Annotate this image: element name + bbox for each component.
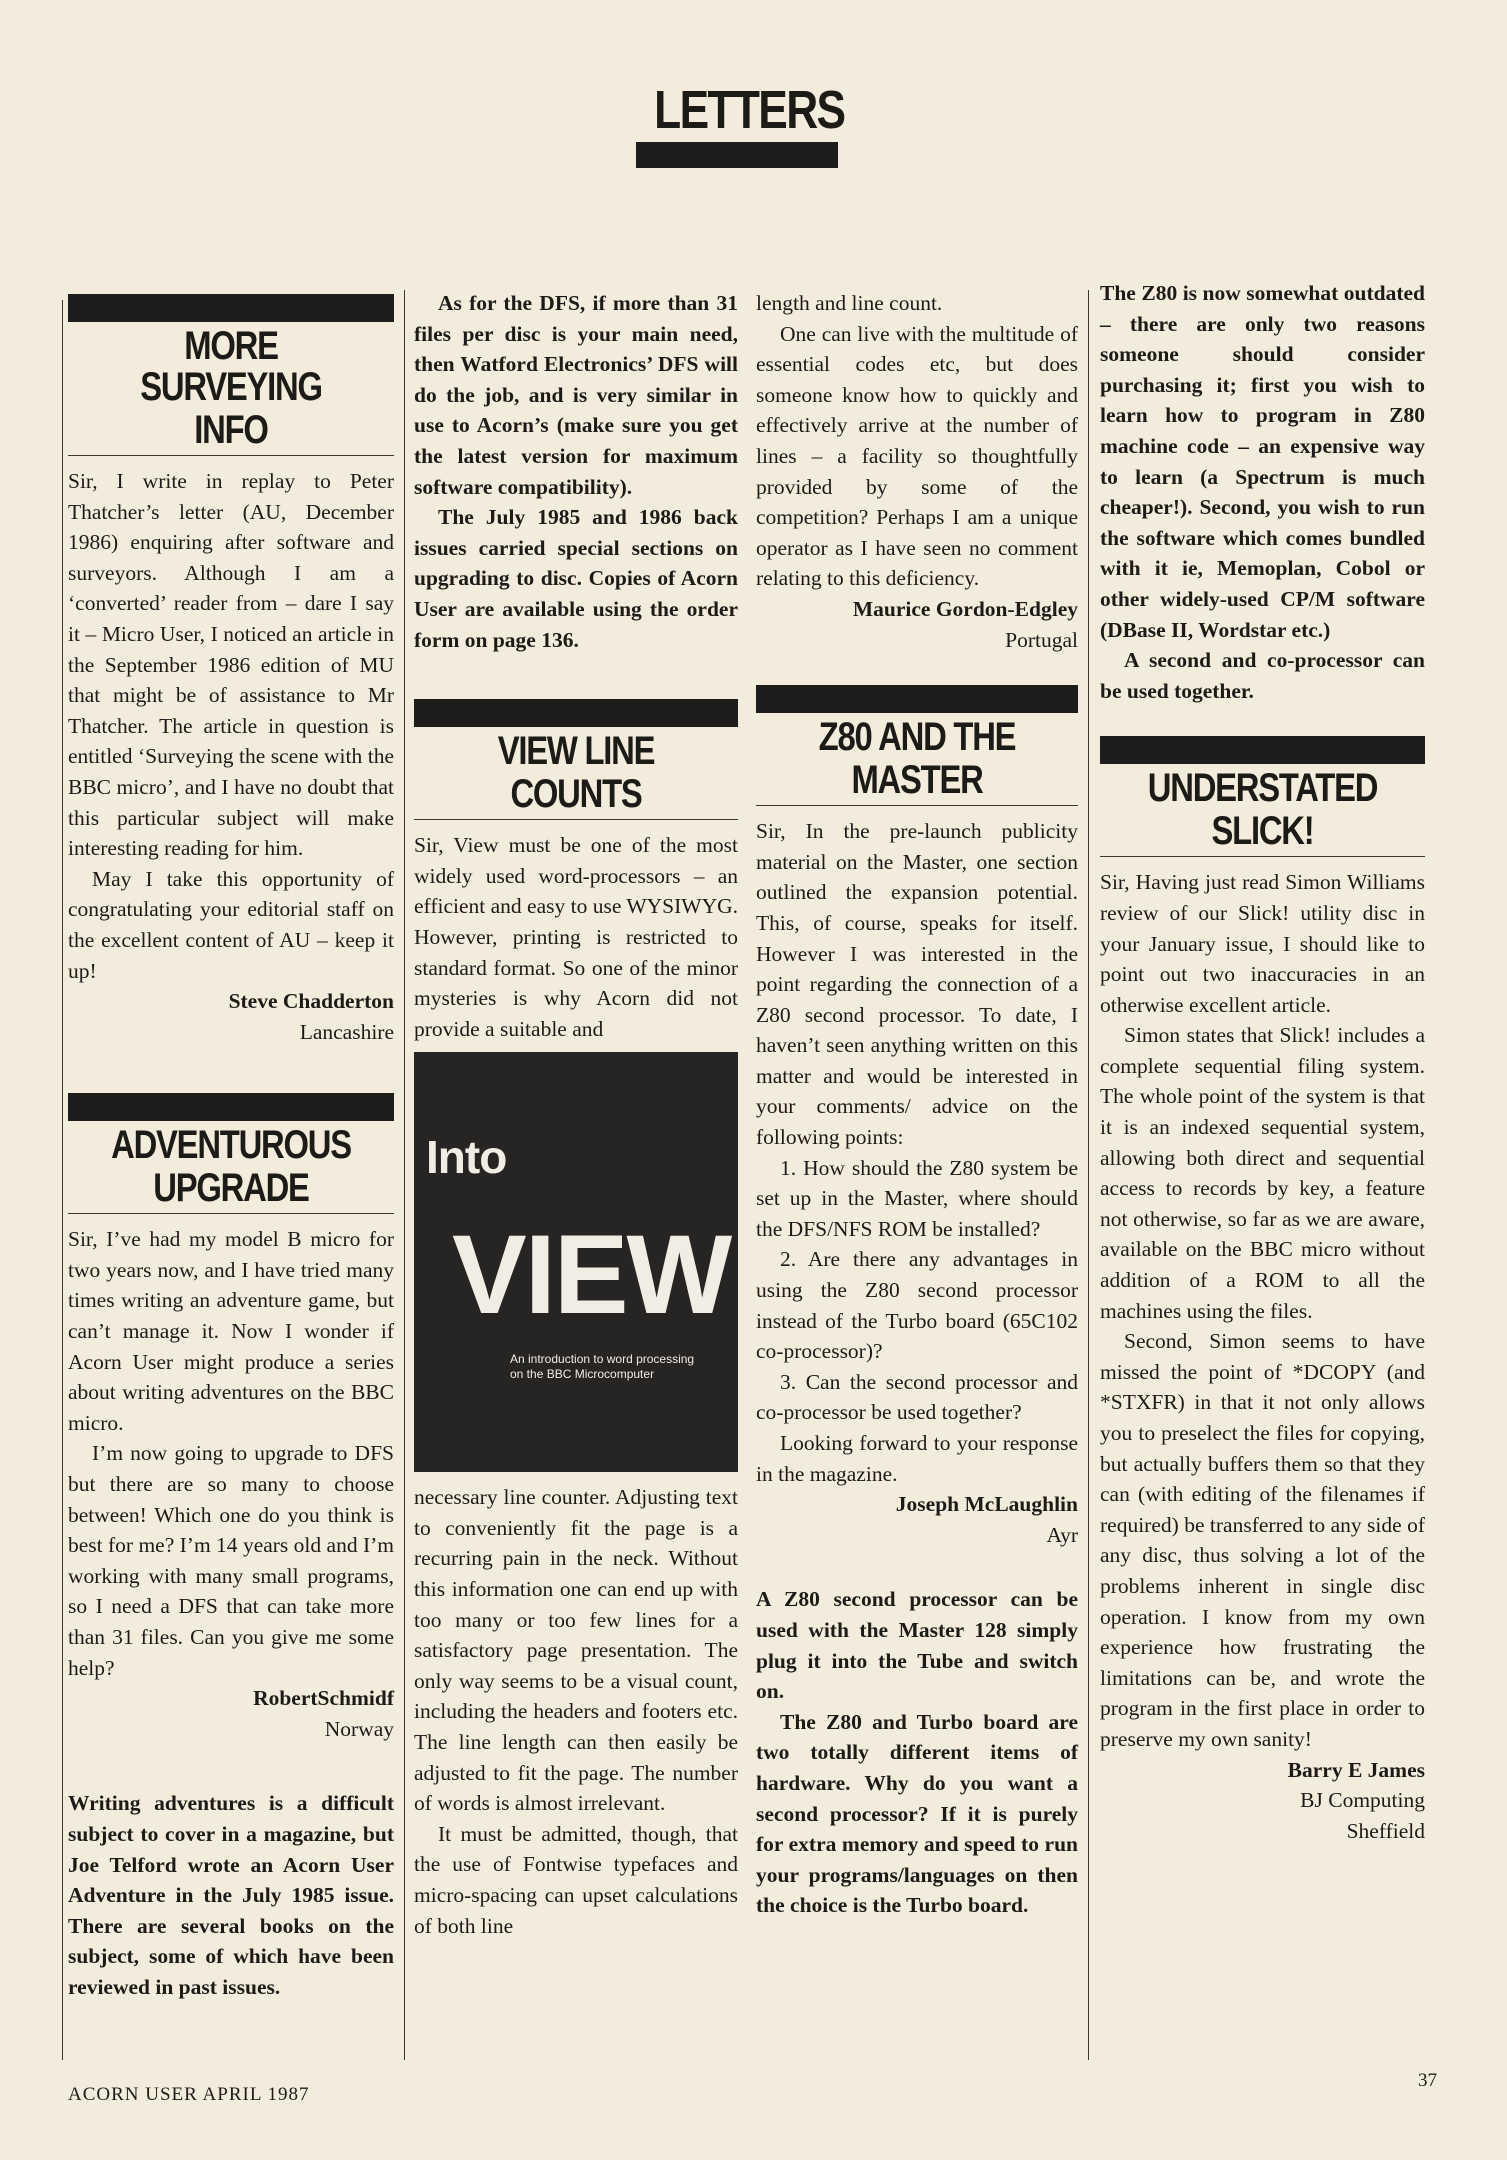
heading-rule [68,455,394,456]
letter-paragraph: I’m now going to upgrade to DFS but there are so many to choose between! Which one do you think is best for me? I’m 14 years old and I’m working with many small programs, so I need a DFS that can take more than 31 files. Can you give me some help? [68,1441,394,1680]
letter-paragraph: 1. How should the Z80 system be set up in the Master, where should the DFS/NFS ROM be installed? [756,1155,1078,1241]
signature-place: Sheffield [1346,1818,1425,1843]
letter-heading [756,685,1078,806]
editor-reply: The July 1985 and 1986 back issues carried special sections on upgrading to disc. Copies of Acorn User are available using the order form on page 136. [414,505,738,652]
letter-heading [1100,736,1425,857]
cover-view: VIEW [452,1212,731,1338]
letter-heading [68,1093,394,1214]
footer-publication: ACORN USER APRIL 1987 [68,2084,310,2105]
heading-line: VIEW LINE [497,729,655,774]
letter-paragraph: Second, Simon seems to have missed the point of *DCOPY (and *STXFR) in that it not only allows you to preselect the files for copying, but actually buffers them so that they can (with editing of the filenames if required) be transferred to any side of any disc, thus solving a lot of the problems inherent in single disc operation. I know from my own experience how frustrating the limitations can be, and wrote the program in the first place in order to preserve my own sanity! [1100,1329,1425,1751]
signature-name: RobertSchmidf [253,1686,394,1711]
letter-paragraph: May I take this opportunity of congratulating your editorial staff on the excellent content of AU – keep it up! [68,866,394,983]
editor-reply: As for the DFS, if more than 31 files per disc is your main need, then Watford Electronics’ DFS will do the job, and is very similar in use to Acorn’s (make sure you get the latest version for maximum software compatibility). [414,291,738,499]
letter-paragraph: It must be admitted, though, that the use of Fontwise typefaces and micro-spacing can upset calculations of both line [414,1821,738,1938]
cover-subtitle-line: on the BBC Microcomputer [510,1367,655,1382]
heading-bar [68,294,394,322]
column-2 [414,288,738,1941]
heading-line: Z80 AND THE [818,715,1016,760]
signature-org: BJ Computing [1300,1788,1425,1813]
column-rule [404,290,405,2060]
column-rule [62,300,63,2060]
signature-place: Portugal [1005,627,1078,652]
cover-subtitle-line: An introduction to word processing [510,1352,695,1367]
page-title: LETTERS [654,80,845,140]
heading-rule [1100,856,1425,857]
letter-heading [68,294,394,456]
signature-place: Norway [324,1716,394,1741]
editor-reply: A second and co-processor can be used together. [1100,648,1425,703]
page-number: 37 [1418,2070,1437,2091]
heading-line: UPGRADE [153,1166,309,1211]
heading-bar [1100,736,1425,764]
heading-bar [414,699,738,727]
signature-place: Lancashire [299,1019,394,1044]
column-rule [1088,290,1089,2060]
heading-line: COUNTS [510,772,642,817]
column-3 [756,288,1078,1921]
column-4 [1100,278,1425,1846]
letter-paragraph: 2. Are there any advantages in using the Z80 second processor instead of the Turbo board (65C102 co-processor)? [756,1247,1078,1364]
heading-line: SLICK! [1211,809,1314,854]
editor-reply: Writing adventures is a difficult subject to cover in a magazine, but Joe Telford wrote an Acorn User Adventure in the July 1985 issue. There are several books on the subject, some of which have been reviewed in past issues. [68,1791,394,1999]
letter-paragraph: length and line count. [756,291,943,315]
editor-reply: A Z80 second processor can be used with the Master 128 simply plug it into the Tube and switch on. [756,1587,1078,1704]
letter-paragraph: Sir, I write in replay to Peter Thatcher’s letter (AU, December 1986) enquiring after software and surveyors. Although I am a ‘converted’ reader from – dare I say it – Micro User, I noticed an article in the September 1986 edition of MU that might be of assistance to Mr Thatcher. The article in question is entitled ‘Surveying the scene with the BBC micro’, and I have no doubt that this particular subject will make interesting reading for him. [68,469,394,861]
letter-paragraph: necessary line counter. Adjusting text to conveniently fit the page is a recurring pain in the neck. Without this information one can end up with too many or too few lines for a satisfactory page presentation. The only way seems to be a visual count, including the headers and footers etc. The line length can then easily be adjusted to fit the page. The number of words is almost irrelevant. [414,1485,738,1816]
editor-reply: The Z80 is now somewhat outdated – there are only two reasons someone should consider purchasing it; first you wish to learn how to program in Z80 machine code – an expensive way to learn (a Spectrum is much cheaper!). Second, you wish to run the software which comes bundled with it ie, Memoplan, Cobol or other widely-used CP/M software (DBase II, Wordstar etc.) [1100,281,1425,642]
heading-bar [68,1093,394,1121]
letter-heading [414,699,738,820]
heading-rule [756,805,1078,806]
signature-name: Barry E James [1287,1757,1425,1782]
into-view-book-cover [414,1052,738,1472]
letter-paragraph: Sir, View must be one of the most widely used word-processors – an efficient and easy to use WYSIWYG. However, printing is restricted to standard format. So one of the minor mysteries is why Acorn did not provide a suitable and [414,833,739,1041]
letter-paragraph: One can live with the multitude of essential codes etc, but does someone know how to quickly and effectively arrive at the number of lines – a facility so thoughtfully provided by some of the competition? Perhaps I am a unique operator as I have seen no comment relating to this deficiency. [756,321,1078,591]
cover-into: Into [426,1131,507,1184]
heading-line: MASTER [851,758,983,803]
heading-bar [756,685,1078,713]
heading-line: ADVENTUROUS [111,1123,351,1168]
column-1 [68,288,394,2003]
letter-paragraph: Sir, In the pre-launch publicity material on the Master, one section outlined the expansion potential. This, of course, speaks for itself. However I was interested in the point regarding the connection of a Z80 second processor. To date, I haven’t seen anything written on this matter and would be interested in your comments/ advice on the following points: [756,819,1078,1150]
heading-rule [414,819,738,820]
letter-paragraph: Simon states that Slick! includes a complete sequential filing system. The whole point of the system is that it is an indexed sequential system, allowing both direct and sequential access to records by key, a feature not otherwise, so far as we are aware, available on the BBC micro without addition of a ROM to all the machines using the files. [1100,1023,1425,1323]
signature-name: Steve Chadderton [228,989,394,1014]
letter-paragraph: Sir, Having just read Simon Williams review of our Slick! utility disc in your January issue, I should like to point out two inaccuracies in an otherwise excellent article. [1100,870,1425,1017]
cover-subtitle [510,1352,730,1382]
signature-place: Ayr [1046,1522,1078,1547]
signature-name: Maurice Gordon-Edgley [852,596,1078,621]
letter-paragraph: Looking forward to your response in the magazine. [756,1431,1078,1486]
heading-rule [68,1213,394,1214]
heading-line: UNDERSTATED [1147,766,1378,811]
letter-paragraph: 3. Can the second processor and co-processor be used together? [756,1369,1078,1425]
editor-reply: The Z80 and Turbo board are two totally different items of hardware. Why do you want a second processor? If it is purely for extra memory and speed to run your programs/languages on then the choice is the Turbo board. [756,1709,1078,1918]
masthead [636,80,845,168]
letter-paragraph: Sir, I’ve had my model B micro for two years now, and I have tried many times writing an adventure game, but can’t manage it. Now I wonder if Acorn User might produce a series about writing adventures on the BBC micro. [68,1227,394,1435]
signature-name: Joseph McLaughlin [895,1492,1078,1517]
heading-line: INFO [194,408,268,452]
heading-line: MORE SURVEYING [140,324,322,409]
masthead-bar [636,142,838,168]
